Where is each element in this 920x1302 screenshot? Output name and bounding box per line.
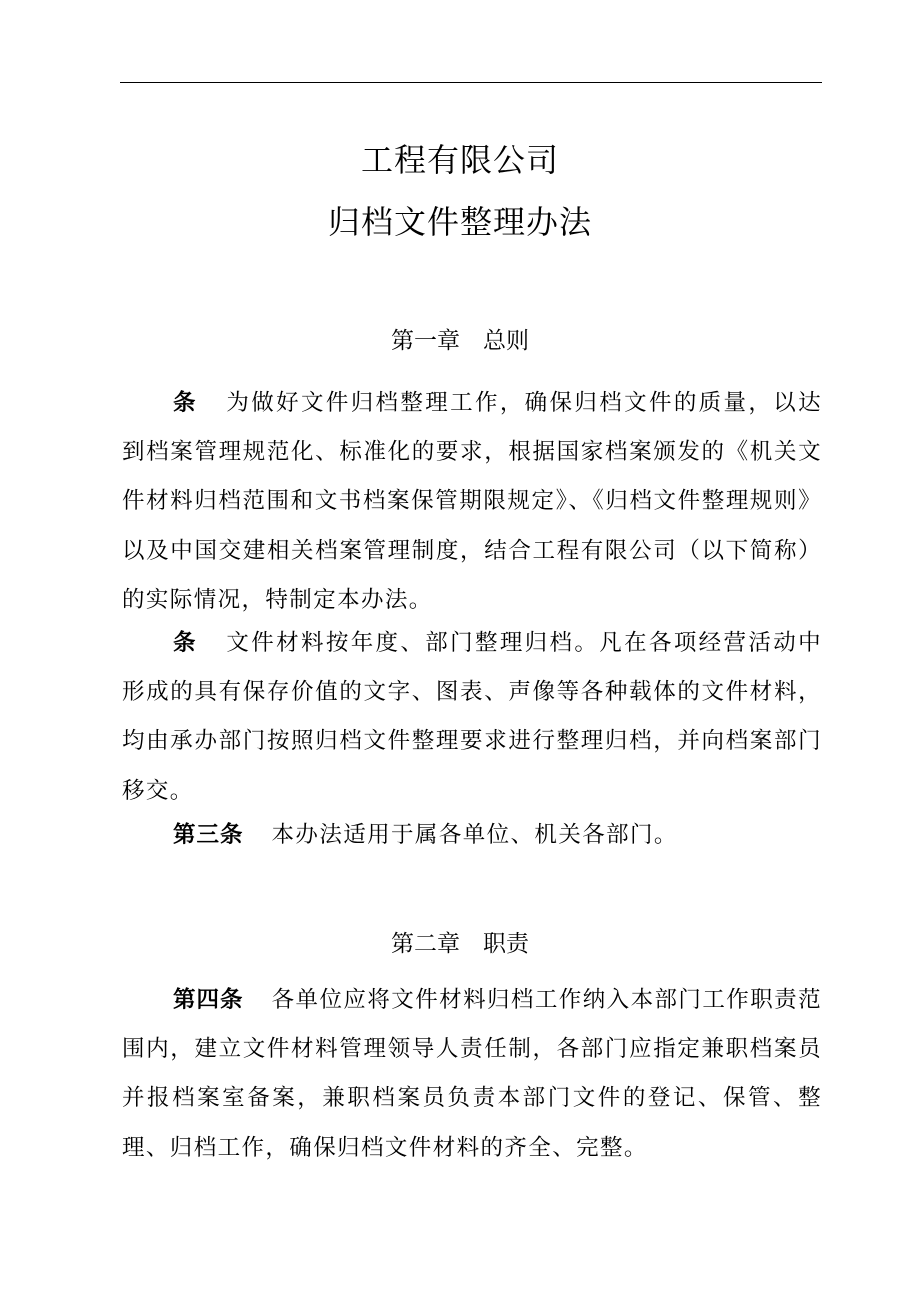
article-label: 条 — [173, 630, 198, 656]
article-label: 第三条 — [173, 822, 244, 848]
document-title: 归档文件整理办法 — [327, 203, 592, 241]
chapter-heading: 第二章 职责 — [391, 931, 529, 957]
article-text: 本办法适用于属各单位、机关各部门。 — [271, 822, 678, 848]
article-paragraph — [122, 976, 822, 1173]
article-text: 文件材料按年度、部门整理归档。凡在各项经营活动中形成的具有保存价值的文字、图表、声像等各种载体的文件材料，均由承办部门按照归档文件整理要求进行整理归档，并向档案部门移交。 — [122, 630, 822, 804]
article-paragraph — [122, 811, 822, 860]
chapter-heading: 第一章 总则 — [391, 328, 529, 354]
article-label: 第四条 — [173, 987, 244, 1013]
article-paragraph — [122, 379, 822, 625]
document-title-company: 工程有限公司 — [360, 141, 559, 179]
article-label: 条 — [173, 390, 198, 416]
article-paragraph — [122, 619, 822, 816]
article-text: 各单位应将文件材料归档工作纳入本部门工作职责范围内，建立文件材料管理领导人责任制，各部门应指定兼职档案员并报档案室备案，兼职档案员负责本部门文件的登记、保管、整理、归档工作，确保归档文件材料的齐全、完整。 — [122, 987, 822, 1161]
article-text: 为做好文件归档整理工作，确保归档文件的质量，以达到档案管理规范化、标准化的要求，根据国家档案颁发的《机关文件材料归档范围和文书档案保管期限规定》、《归档文件整理规则》以及中国交建相关档案管理制度，结合工程有限公司（以下简称）的实际情况，特制定本办法。 — [122, 390, 822, 613]
header-rule — [120, 82, 822, 83]
